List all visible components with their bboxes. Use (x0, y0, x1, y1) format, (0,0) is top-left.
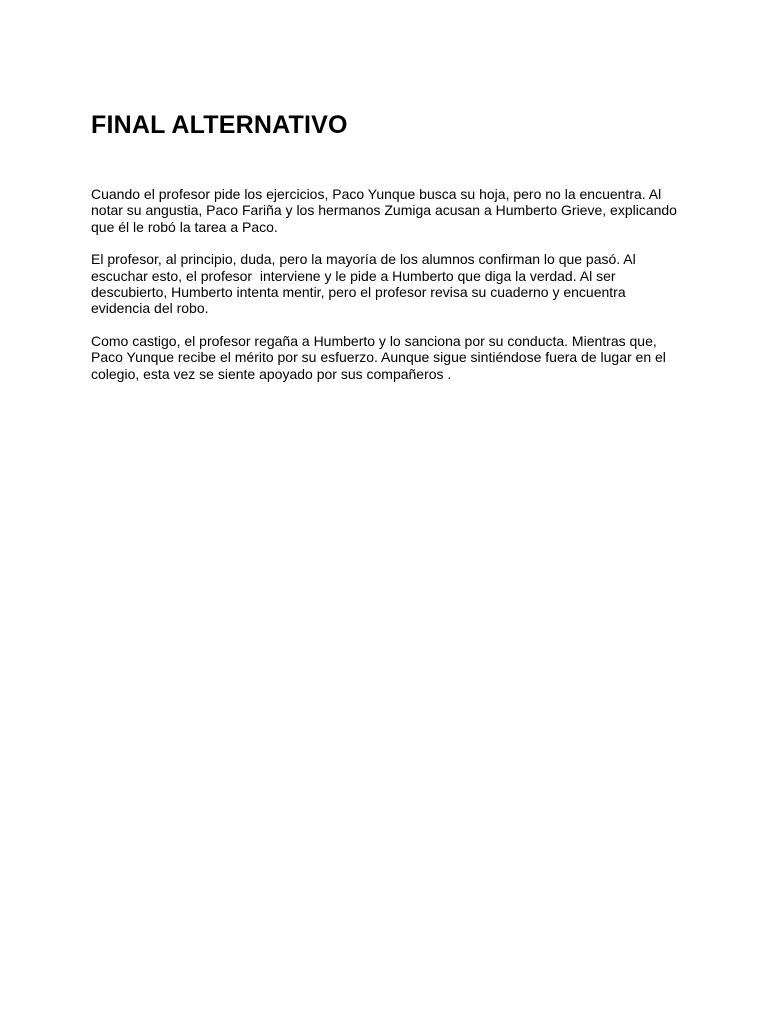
document-title: FINAL ALTERNATIVO (91, 111, 348, 139)
document-content (91, 110, 681, 382)
paragraph-2: El profesor, al principio, duda, pero la mayoría de los alumnos confirman lo que pasó. Al escuchar esto, el profesor interviene y le pide a Humberto que diga la verdad. Al ser descubierto, Humberto intenta mentir, pero el profesor revisa su cuaderno y encuentra evidencia del robo. (91, 251, 640, 317)
paragraph-1: Cuando el profesor pide los ejercicios, Paco Yunque busca su hoja, pero no la encuentra. Al notar su angustia, Paco Fariña y los hermanos Zumiga acusan a Humberto Grieve, explicando que él le robó la tarea a Paco. (91, 186, 681, 235)
paragraph-3: Como castigo, el profesor regaña a Humberto y lo sanciona por su conducta. Mientras que, Paco Yunque recibe el mérito por su esfuerzo. Aunque sigue sintiéndose fuera de lugar en el colegio, esta vez se siente apoyado por sus compañeros . (91, 332, 670, 382)
